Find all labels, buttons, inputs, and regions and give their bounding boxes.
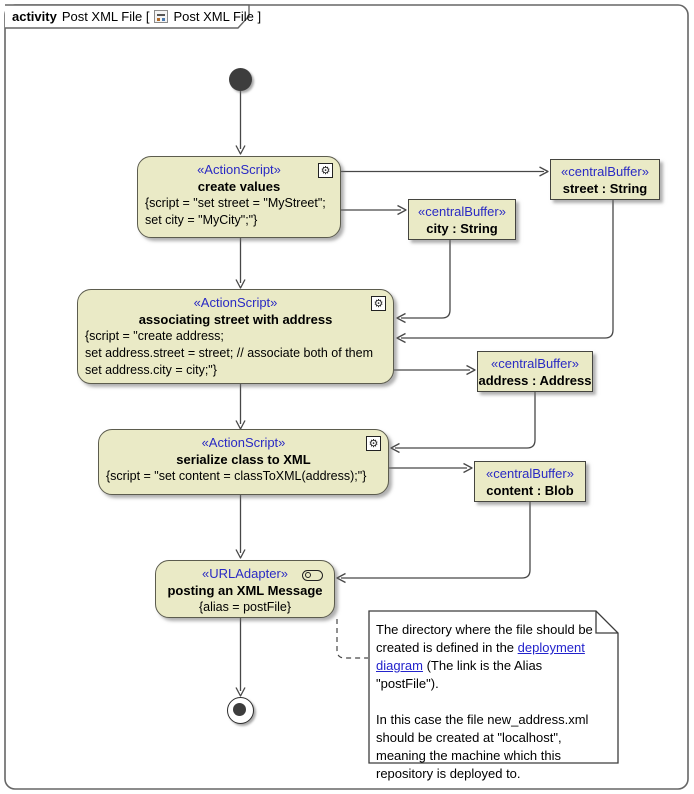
script-line: {script = "set content = classToXML(address);"}: [106, 469, 367, 483]
buffer-name: street : String: [562, 181, 648, 196]
stereotype-label: «centralBuffer»: [418, 204, 506, 219]
stereotype-label: «ActionScript»: [197, 162, 281, 177]
central-buffer-content[interactable]: [474, 461, 586, 502]
frame-keyword: activity: [12, 8, 57, 24]
note-text-segment: (The link is the Alias "postFile").: [376, 658, 543, 691]
frame-title-pre: Post XML File [: [61, 8, 150, 24]
activity-final-node[interactable]: [227, 697, 254, 724]
central-buffer-address[interactable]: [477, 351, 593, 392]
central-buffer-street[interactable]: [550, 159, 660, 200]
script-behavior-icon: ⚙: [371, 296, 386, 311]
script-behavior-icon: ⚙: [318, 163, 333, 178]
stereotype-label: «centralBuffer»: [491, 356, 579, 371]
script-line: set address.city = city;"}: [85, 363, 217, 377]
frame-header: [12, 8, 261, 24]
stereotype-label: «ActionScript»: [201, 435, 286, 450]
buffer-name: content : Blob: [486, 483, 574, 498]
action-name: associating street with address: [138, 312, 333, 327]
script-line: {script = "set street = "MyStreet";: [145, 196, 326, 210]
action-name: serialize class to XML: [176, 452, 311, 467]
adapter-icon: [302, 570, 323, 581]
central-buffer-city[interactable]: [408, 199, 516, 240]
stereotype-label: «ActionScript»: [193, 295, 278, 310]
note-paragraph: In this case the file new_address.xml should be created at "localhost", meaning the machine which this repository is deployed to.: [376, 712, 589, 781]
edge-city-to-associating[interactable]: [401, 240, 450, 318]
script-line: set city = "MyCity";"}: [145, 213, 258, 227]
stereotype-label: «centralBuffer»: [486, 466, 574, 481]
action-name: create values: [197, 179, 281, 194]
note-paragraph: [376, 621, 606, 693]
action-create-values[interactable]: [137, 156, 341, 238]
initial-node[interactable]: [229, 68, 252, 91]
stereotype-label: «URLAdapter»: [202, 566, 288, 581]
action-serialize-class-to-xml[interactable]: [98, 429, 389, 495]
action-associating-street-with-address[interactable]: [77, 289, 394, 384]
edge-address-to-serialize[interactable]: [395, 392, 535, 448]
alias-line: {alias = postFile}: [198, 600, 292, 614]
action-posting-an-xml-message[interactable]: [155, 560, 335, 618]
edge-content-to-url-adapter[interactable]: [341, 502, 530, 578]
buffer-name: city : String: [426, 221, 498, 236]
note-text-segment: The directory where the file should be created is defined in the: [376, 622, 593, 655]
note-comment[interactable]: [376, 621, 606, 783]
script-line: {script = "create address;: [85, 329, 224, 343]
deployment-diagram-link[interactable]: deployment diagram: [376, 640, 585, 673]
script-behavior-icon: ⚙: [366, 436, 381, 451]
action-name: posting an XML Message: [167, 583, 323, 598]
activity-diagram-icon: [154, 10, 168, 23]
script-line: set address.street = street; // associate both of them: [85, 346, 373, 360]
frame-title-post: Post XML File ]: [173, 8, 262, 24]
buffer-name: address : Address: [478, 373, 592, 388]
note-anchor-line[interactable]: [337, 619, 368, 658]
stereotype-label: «centralBuffer»: [561, 164, 649, 179]
